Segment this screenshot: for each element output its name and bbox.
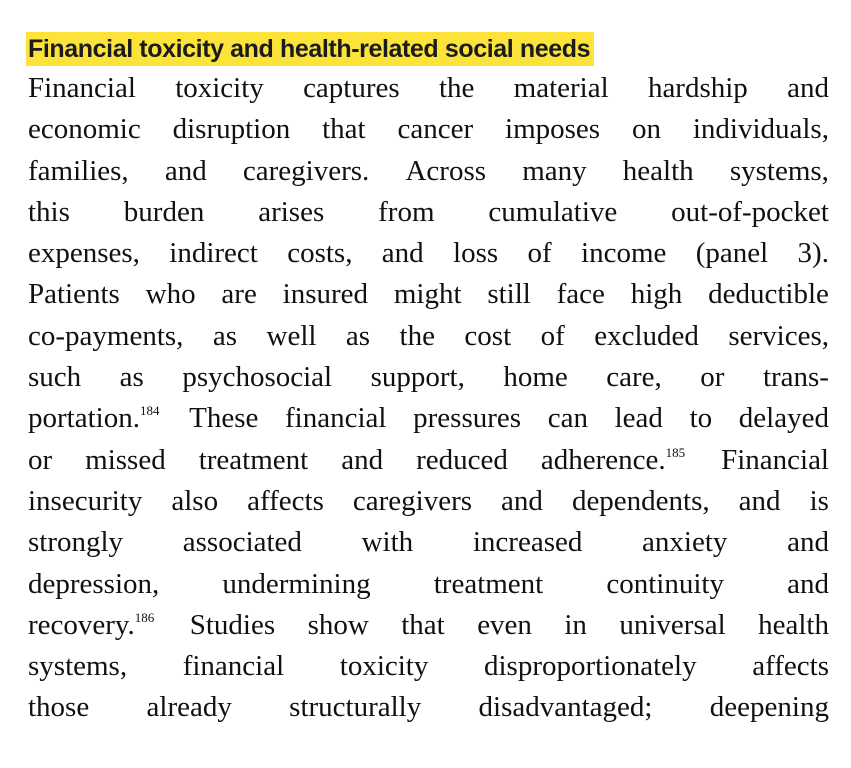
word <box>752 646 829 687</box>
word <box>247 481 324 522</box>
word <box>28 274 120 315</box>
word-text: that <box>322 113 366 146</box>
word <box>28 109 141 150</box>
word <box>243 151 369 192</box>
word-text: from <box>378 195 435 228</box>
word <box>505 109 600 150</box>
word-text: and <box>787 526 829 559</box>
word-text: that <box>401 608 445 641</box>
word <box>763 357 829 398</box>
word-text: caregivers <box>352 484 473 517</box>
text-line <box>28 68 829 109</box>
word-text: Across <box>405 154 487 187</box>
word-text: 3). <box>797 237 829 270</box>
word-text: treatment <box>198 443 309 476</box>
word-text: and <box>738 484 781 517</box>
word-text: is <box>809 484 829 517</box>
word <box>787 68 829 109</box>
word-text: caregivers. <box>242 154 370 187</box>
word-text: Patients <box>28 278 120 311</box>
word <box>171 481 218 522</box>
word <box>28 357 81 398</box>
text-line <box>28 109 829 150</box>
word <box>623 151 694 192</box>
word-text: the <box>399 319 435 352</box>
body-paragraph <box>28 68 829 729</box>
word <box>671 192 829 233</box>
word <box>146 274 196 315</box>
word-text: health <box>758 608 829 641</box>
word <box>382 233 424 274</box>
word <box>477 605 532 646</box>
word <box>175 68 264 109</box>
word-text: co-payments, <box>28 319 184 352</box>
word <box>147 687 232 728</box>
word <box>739 481 781 522</box>
word-text: indirect <box>169 237 258 270</box>
word-text: affects <box>752 650 829 683</box>
word-text: families, <box>28 154 129 187</box>
word <box>514 68 609 109</box>
text-line <box>28 564 829 605</box>
word-text: and <box>787 72 829 104</box>
word <box>303 68 400 109</box>
word-text: insured <box>282 278 369 311</box>
word-text: face <box>556 278 605 311</box>
word <box>798 233 829 274</box>
word <box>541 440 688 481</box>
word <box>606 564 724 605</box>
word <box>488 192 617 233</box>
word <box>453 233 498 274</box>
citation-reference: 186 <box>134 609 155 625</box>
text-line <box>28 151 829 192</box>
text-line <box>28 481 829 522</box>
word-text: and <box>787 567 829 600</box>
word <box>479 687 653 728</box>
word-text: and <box>501 484 543 517</box>
word-text: missed <box>85 443 166 476</box>
word-text: of <box>527 237 552 270</box>
word-text: continuity <box>606 567 724 600</box>
word-text: expenses, <box>28 237 140 270</box>
word-text: anxiety <box>642 526 728 559</box>
word <box>353 481 472 522</box>
citation-reference: 184 <box>139 403 160 419</box>
word-text: arises <box>258 195 325 228</box>
word-text: increased <box>472 526 583 559</box>
word-text: out-of-pocket <box>671 195 829 228</box>
word-text: undermining <box>222 567 371 600</box>
word-text: insecurity <box>28 484 143 517</box>
word <box>258 192 324 233</box>
word <box>28 646 127 687</box>
word <box>308 605 369 646</box>
word <box>693 109 829 150</box>
word-text: disadvantaged; <box>478 691 653 724</box>
word <box>190 605 275 646</box>
word-text: associated <box>182 526 302 559</box>
word-text: Financial <box>28 72 136 104</box>
word-text: the <box>438 72 475 104</box>
word-text: Financial <box>721 443 829 476</box>
word-text: psychosocial <box>182 361 333 394</box>
word <box>287 233 352 274</box>
word-text: strongly <box>28 526 124 559</box>
word-text: depression, <box>28 567 160 600</box>
word <box>581 233 666 274</box>
section-heading-highlight <box>26 32 594 66</box>
word <box>401 605 445 646</box>
word-text: toxicity <box>339 650 429 683</box>
word-text: and <box>341 443 384 476</box>
word <box>730 151 829 192</box>
word-text: services, <box>728 319 829 352</box>
word <box>541 316 565 357</box>
word-text: who <box>145 278 196 311</box>
word-text: toxicity <box>175 72 264 104</box>
word-text: health <box>622 154 694 187</box>
word-text: on <box>631 113 661 146</box>
word-text: reduced <box>416 443 508 476</box>
word <box>787 564 829 605</box>
word <box>710 687 829 728</box>
word <box>173 109 291 150</box>
word-text: pressures <box>413 402 522 435</box>
word-text: trans- <box>762 361 829 394</box>
word <box>28 564 159 605</box>
word-text: affects <box>247 484 324 517</box>
word-text: already <box>146 691 232 724</box>
word <box>183 646 284 687</box>
text-line <box>28 398 829 439</box>
word-text: financial <box>285 402 387 435</box>
word <box>487 274 531 315</box>
text-line <box>28 687 829 728</box>
word <box>606 357 662 398</box>
word-text: systems, <box>28 650 128 683</box>
word <box>28 605 157 646</box>
word-text: and <box>164 154 207 187</box>
section-heading: Financial toxicity and health-related social needs <box>28 35 591 63</box>
word <box>416 440 508 481</box>
word <box>728 316 829 357</box>
word <box>285 398 386 439</box>
word-text: home <box>503 361 568 394</box>
word <box>28 481 142 522</box>
word <box>464 316 511 357</box>
word-text: still <box>487 278 531 311</box>
word-text: (panel <box>695 237 769 270</box>
word-text: burden <box>123 195 205 228</box>
word-text: those <box>28 691 90 724</box>
word-text: disruption <box>172 113 291 146</box>
word-text: to <box>689 402 713 435</box>
word <box>394 274 462 315</box>
word <box>182 357 332 398</box>
word-text: show <box>307 608 369 641</box>
word <box>28 522 123 563</box>
word-text: imposes <box>505 113 601 146</box>
word-text: this <box>28 195 70 228</box>
text-line <box>28 646 829 687</box>
word-text: dependents, <box>571 484 710 517</box>
word <box>199 440 309 481</box>
word <box>169 233 258 274</box>
word <box>501 481 543 522</box>
word-text: excluded <box>594 319 699 352</box>
word <box>289 687 421 728</box>
word <box>700 357 724 398</box>
word-text: hardship <box>647 72 748 104</box>
word-text: are <box>221 278 257 311</box>
word <box>28 233 140 274</box>
word <box>594 316 699 357</box>
text-line <box>28 274 829 315</box>
word <box>346 316 370 357</box>
word <box>503 357 567 398</box>
word-text: costs, <box>287 237 353 270</box>
word-text: and <box>381 237 424 270</box>
word-text: high <box>630 278 683 311</box>
word <box>28 440 52 481</box>
word <box>189 398 258 439</box>
word <box>28 316 183 357</box>
word-text: captures <box>303 72 400 104</box>
word-text: in <box>564 608 587 641</box>
word <box>405 151 486 192</box>
word-text: care, <box>606 361 662 394</box>
word-text: Studies <box>189 608 276 641</box>
word <box>165 151 207 192</box>
word <box>283 274 368 315</box>
word-text: many <box>522 154 587 187</box>
word-text: support, <box>370 361 465 394</box>
word-text: such <box>28 361 82 394</box>
word-text: economic <box>28 113 141 146</box>
word-text: as <box>119 361 144 394</box>
text-line <box>28 233 829 274</box>
word <box>413 398 521 439</box>
word-text: or <box>28 443 53 476</box>
word-text: structurally <box>289 691 422 724</box>
word <box>221 274 256 315</box>
word-text: systems, <box>729 154 829 187</box>
word <box>615 398 663 439</box>
word <box>696 233 768 274</box>
word <box>124 192 205 233</box>
word-text: income <box>581 237 667 270</box>
word-text: deductible <box>708 278 829 311</box>
word <box>739 398 829 439</box>
word <box>631 274 683 315</box>
word <box>322 109 366 150</box>
word-text: treatment <box>433 567 544 600</box>
word <box>548 398 588 439</box>
word <box>810 481 829 522</box>
word <box>400 316 435 357</box>
word <box>557 274 605 315</box>
word-text: lead <box>614 402 663 435</box>
word <box>341 440 383 481</box>
word-text: cumulative <box>488 195 618 228</box>
word <box>85 440 166 481</box>
word-text: individuals, <box>692 113 829 146</box>
word <box>378 192 434 233</box>
word-text: even <box>477 608 532 641</box>
word <box>371 357 465 398</box>
word-text: can <box>547 402 588 435</box>
text-line <box>28 605 829 646</box>
word <box>690 398 713 439</box>
word <box>267 316 317 357</box>
word <box>473 522 583 563</box>
word <box>721 440 829 481</box>
word-text: as <box>345 319 371 352</box>
word <box>120 357 144 398</box>
word-text: also <box>171 484 219 517</box>
word <box>572 481 710 522</box>
text-line <box>28 192 829 233</box>
word <box>439 68 474 109</box>
word <box>708 274 829 315</box>
word <box>619 605 725 646</box>
word-text: disproportionately <box>483 650 697 683</box>
word-text: as <box>212 319 238 352</box>
word <box>632 109 661 150</box>
word-text: loss <box>453 237 499 270</box>
word <box>28 192 70 233</box>
word <box>648 68 748 109</box>
word-text: adherence. <box>540 443 666 476</box>
word <box>397 109 473 150</box>
word-text: delayed <box>738 402 829 435</box>
word <box>564 605 587 646</box>
citation-reference: 185 <box>665 444 686 460</box>
word-text: universal <box>619 608 726 641</box>
word <box>522 151 586 192</box>
word <box>758 605 829 646</box>
word-text: cost <box>464 319 512 352</box>
word <box>28 687 89 728</box>
text-line <box>28 316 829 357</box>
word-text: well <box>266 319 317 352</box>
word <box>28 68 136 109</box>
word <box>787 522 829 563</box>
word-text: with <box>361 526 414 559</box>
text-line <box>28 440 829 481</box>
word-text: portation. <box>28 402 140 435</box>
word <box>222 564 370 605</box>
word <box>434 564 544 605</box>
word <box>28 398 162 439</box>
word-text: cancer <box>397 113 474 146</box>
word-text: material <box>513 72 609 104</box>
text-line <box>28 522 829 563</box>
word <box>362 522 414 563</box>
word-text: or <box>700 361 725 394</box>
word <box>183 522 302 563</box>
word <box>28 151 129 192</box>
word-text: might <box>393 278 462 311</box>
text-line <box>28 357 829 398</box>
word-text: These <box>189 402 259 435</box>
word-text: deepening <box>709 691 829 724</box>
word <box>213 316 237 357</box>
word <box>642 522 727 563</box>
word <box>484 646 697 687</box>
word <box>528 233 552 274</box>
word <box>340 646 429 687</box>
word-text: of <box>540 319 565 352</box>
word-text: financial <box>182 650 285 683</box>
word-text: recovery. <box>28 608 135 641</box>
